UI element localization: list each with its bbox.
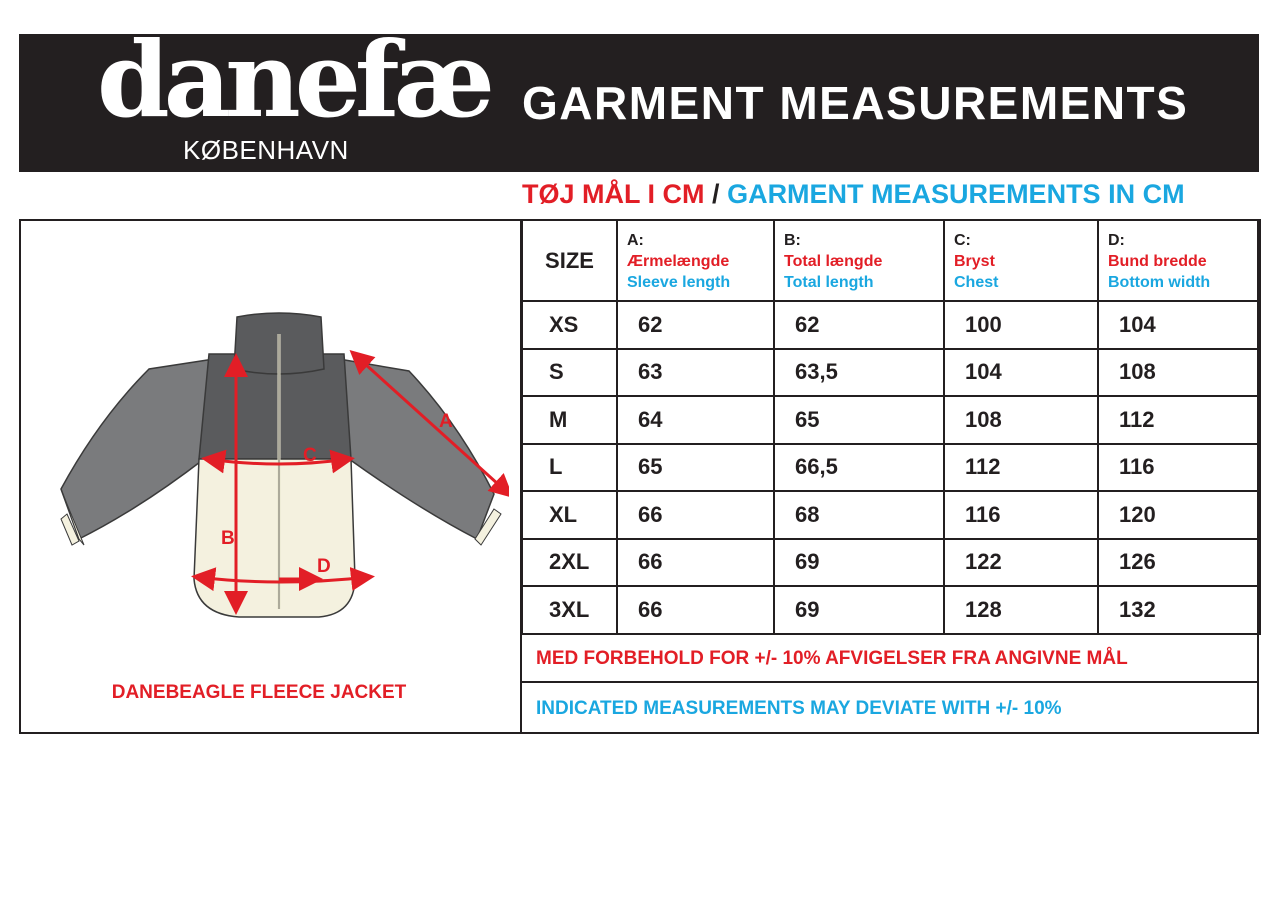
disclaimer-english: INDICATED MEASUREMENTS MAY DEVIATE WITH +/- 10% bbox=[521, 681, 1259, 734]
subtitle-english: GARMENT MEASUREMENTS IN CM bbox=[727, 179, 1185, 209]
left-sleeve bbox=[61, 359, 214, 539]
subtitle-danish: TØJ MÅL I CM bbox=[522, 179, 705, 209]
size-table bbox=[521, 219, 1261, 635]
chest-cell: 122 bbox=[944, 539, 1098, 587]
total-length-cell: 69 bbox=[774, 539, 944, 587]
bottom-width-cell: 132 bbox=[1098, 586, 1260, 634]
page-title: GARMENT MEASUREMENTS bbox=[522, 77, 1189, 129]
bottom-width-cell: 116 bbox=[1098, 444, 1260, 492]
lower-body bbox=[194, 459, 355, 617]
size-cell: XL bbox=[522, 491, 617, 539]
size-cell: 2XL bbox=[522, 539, 617, 587]
total-length-cell: 68 bbox=[774, 491, 944, 539]
product-name: DANEBEAGLE FLEECE JACKET bbox=[111, 682, 407, 703]
size-cell: S bbox=[522, 349, 617, 397]
table-header-row bbox=[522, 220, 1260, 301]
chest-cell: 100 bbox=[944, 301, 1098, 349]
jacket-panel bbox=[19, 219, 522, 734]
sleeve-length-cell: 66 bbox=[617, 491, 774, 539]
size-cell: M bbox=[522, 396, 617, 444]
bottom-width-cell: 108 bbox=[1098, 349, 1260, 397]
column-header-a: A: Ærmelængde Sleeve length bbox=[617, 220, 774, 301]
right-sleeve bbox=[339, 359, 494, 539]
disclaimer-danish: MED FORBEHOLD FOR +/- 10% AFVIGELSER FRA ANGIVNE MÅL bbox=[521, 633, 1259, 681]
sleeve-length-cell: 66 bbox=[617, 539, 774, 587]
header-banner bbox=[19, 18, 1259, 172]
table-row bbox=[522, 539, 1260, 587]
subtitle-separator: / bbox=[712, 179, 720, 209]
chest-cell: 108 bbox=[944, 396, 1098, 444]
table-row bbox=[522, 586, 1260, 634]
sleeve-length-cell: 62 bbox=[617, 301, 774, 349]
column-header-b: B: Total længde Total length bbox=[774, 220, 944, 301]
size-cell: L bbox=[522, 444, 617, 492]
bottom-width-cell: 112 bbox=[1098, 396, 1260, 444]
sleeve-length-cell: 64 bbox=[617, 396, 774, 444]
table-row bbox=[522, 491, 1260, 539]
brand-logo: danefæ bbox=[97, 18, 490, 141]
bottom-width-cell: 126 bbox=[1098, 539, 1260, 587]
bottom-width-cell: 104 bbox=[1098, 301, 1260, 349]
label-a: A bbox=[439, 411, 453, 432]
size-cell: 3XL bbox=[522, 586, 617, 634]
size-column-header: SIZE bbox=[522, 220, 617, 301]
table-row bbox=[522, 349, 1260, 397]
total-length-cell: 62 bbox=[774, 301, 944, 349]
column-header-c: C: Bryst Chest bbox=[944, 220, 1098, 301]
bottom-width-cell: 120 bbox=[1098, 491, 1260, 539]
sleeve-length-cell: 66 bbox=[617, 586, 774, 634]
sleeve-length-cell: 65 bbox=[617, 444, 774, 492]
brand-city: KØBENHAVN bbox=[183, 135, 349, 165]
sleeve-length-cell: 63 bbox=[617, 349, 774, 397]
total-length-cell: 66,5 bbox=[774, 444, 944, 492]
chest-cell: 116 bbox=[944, 491, 1098, 539]
table-row bbox=[522, 396, 1260, 444]
label-c: C bbox=[303, 445, 317, 466]
total-length-cell: 65 bbox=[774, 396, 944, 444]
subtitle bbox=[522, 181, 1185, 208]
chest-cell: 112 bbox=[944, 444, 1098, 492]
table-row bbox=[522, 444, 1260, 492]
chest-cell: 104 bbox=[944, 349, 1098, 397]
jacket-diagram bbox=[39, 309, 509, 639]
total-length-cell: 69 bbox=[774, 586, 944, 634]
label-b: B bbox=[221, 528, 235, 549]
total-length-cell: 63,5 bbox=[774, 349, 944, 397]
label-d: D bbox=[317, 556, 331, 577]
column-header-d: D: Bund bredde Bottom width bbox=[1098, 220, 1260, 301]
chest-cell: 128 bbox=[944, 586, 1098, 634]
table-row bbox=[522, 301, 1260, 349]
size-cell: XS bbox=[522, 301, 617, 349]
